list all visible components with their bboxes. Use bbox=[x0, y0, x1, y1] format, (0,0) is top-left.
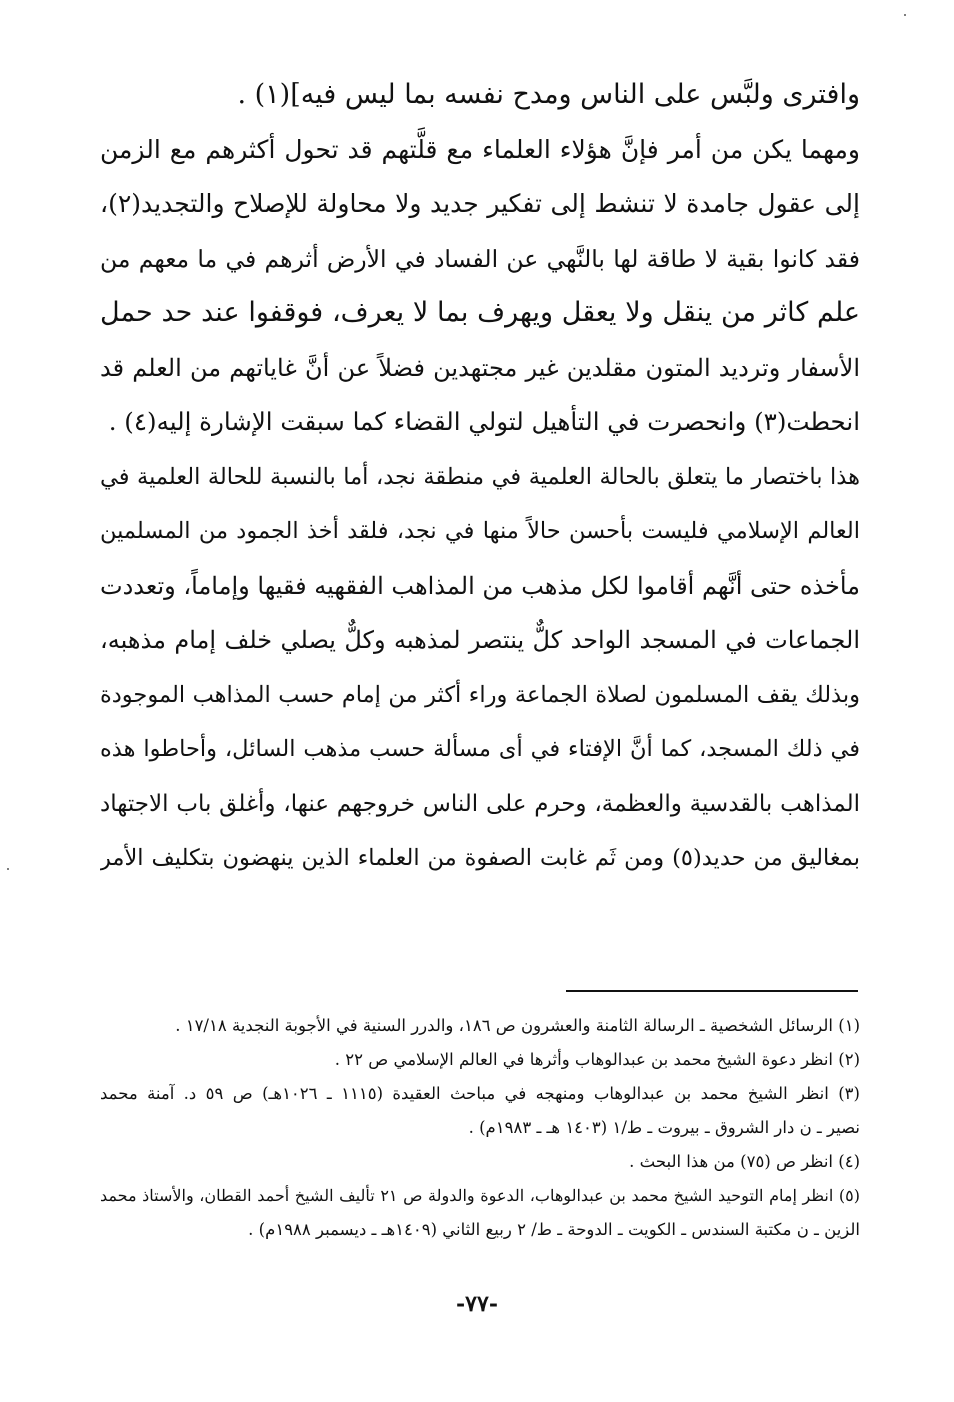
body-line: وافترى ولبَّس على الناس ومدح نفسه بما ليس فيه](١) . bbox=[237, 79, 860, 110]
body-line: بمغاليق من حديد(٥) ومن ثَم غابت الصفوة من العلماء الذين ينهضون بتكليف الأمر bbox=[100, 845, 860, 871]
scan-speck bbox=[904, 14, 906, 16]
body-line: علم كاثر من ينقل ولا يعقل ويهرف بما لا يعرف، فوقفوا عند حد حمل bbox=[100, 297, 860, 328]
body-line: فقد كانوا بقية لا طاقة لها بالنَّهي عن الفساد في الأرض أثرهم في ما معهم من bbox=[100, 244, 860, 273]
footnote-divider bbox=[566, 990, 858, 992]
body-line: العالم الإسلامي فليست بأحسن حالاً منها في نجد، فلقد أخذ الجمود من المسلمين bbox=[100, 518, 860, 544]
footnote-line: الزين ـ ن مكتبة السندس ـ الكويت ـ الدوحة ـ ط/ ٢ ربيع الثاني (١٤٠٩هـ ـ ديسمبر ١٩٨٨م) . bbox=[248, 1220, 860, 1239]
body-line: وبذلك يقف المسلمون لصلاة الجماعة وراء أكثر من إمام حسب المذاهب الموجودة bbox=[100, 681, 860, 708]
body-line: المذاهب بالقدسية والعظمة، وحرم على الناس خروجهم عنها، وأغلق باب الاجتهاد bbox=[100, 790, 860, 817]
footnote-line: نصير ـ ن دار الشروق ـ بيروت ـ ط/١ (١٤٠٣ هـ ـ ١٩٨٣م) . bbox=[468, 1118, 860, 1137]
footnote-line: (١) الرسائل الشخصية ـ الرسالة الثامنة والعشرون ص ١٨٦، والدرر السنية في الأجوبة النجدية ١٧/١٨ . bbox=[175, 1016, 860, 1035]
scan-speck bbox=[7, 868, 9, 870]
body-line: الأسفار وترديد المتون مقلدين غير مجتهدين فضلاً عن أنَّ غاياتهم من العلم قد bbox=[100, 353, 860, 382]
body-line: انحطت(٣) وانحصرت في التأهيل لتولي القضاء كما سبقت الإشارة إليه(٤) . bbox=[108, 407, 860, 436]
footnote-line: (٣) انظر الشيخ محمد بن عبدالوهاب ومنهجه في مباحث العقيدة (١١١٥ ـ ١٠٢٦هـ) ص ٥٩ د. آمنة محمد bbox=[100, 1084, 860, 1103]
body-line: هذا باختصار ما يتعلق بالحالة العلمية في منطقة نجد، أما بالنسبة للحالة العلمية في bbox=[100, 463, 860, 490]
footnote-line: (٥) انظر إمام التوحيد الشيخ محمد بن عبدالوهاب، الدعوة والدولة ص ٢١ تأليف الشيخ أحمد القطان، والأستاذ محمد bbox=[100, 1186, 860, 1205]
body-line: ومهما يكن من أمر فإنَّ هؤلاء العلماء مع قلَّتهم قد تحول أكثرهم مع الزمن bbox=[100, 134, 860, 164]
footnotes bbox=[100, 1009, 860, 1247]
footnote-line: (٤) انظر ص (٧٥) من هذا البحث . bbox=[629, 1152, 860, 1171]
body-text bbox=[100, 68, 860, 886]
body-line: في ذلك المسجد، كما أنَّ الإفتاء في أى مسألة حسب مذهب السائل، وأحاطوا هذه bbox=[100, 736, 860, 762]
page-number: -٧٧- bbox=[456, 1291, 498, 1317]
body-line: مأخذه حتى أنَّهم أقاموا لكل مذهب من المذاهب الفقهيه فقيها وإماماً، وتعددت bbox=[100, 571, 860, 600]
body-line: الجماعات في المسجد الواحد كلٌّ ينتصر لمذهبه وكلٌّ يصلي خلف إمام مذهبه، bbox=[100, 626, 860, 654]
body-line: إلى عقول جامدة لا تنشط إلى تفكير جديد ولا محاولة للإصلاح والتجديد(٢)، bbox=[100, 189, 860, 218]
footnote-line: (٢) انظر دعوة الشيخ محمد بن عبدالوهاب وأثرها في العالم الإسلامي ص ٢٢ . bbox=[334, 1050, 860, 1069]
